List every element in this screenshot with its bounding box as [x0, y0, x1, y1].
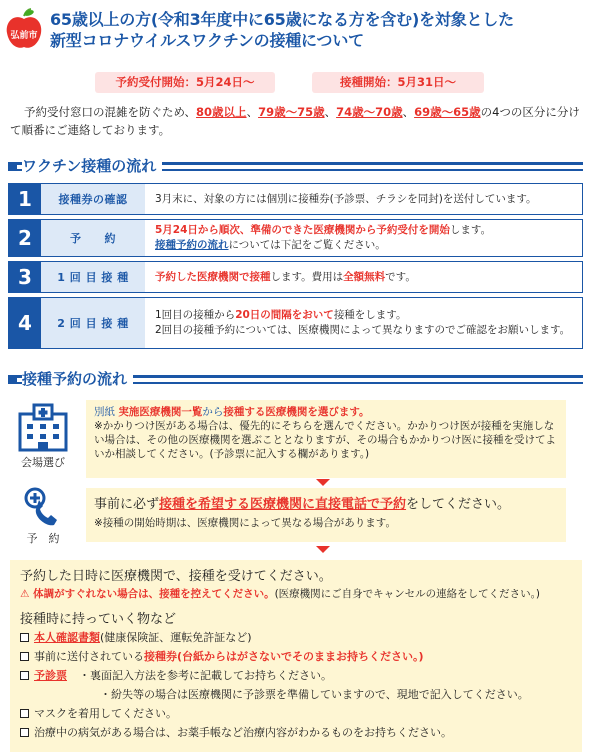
- venue-label: 会場選び: [21, 456, 65, 469]
- step-name: 2 回 目 接 種: [41, 298, 145, 348]
- vaccination-start-badge: 接種開始：5月31日～: [312, 72, 484, 93]
- checkbox-icon: [20, 652, 29, 661]
- checklist-item: マスクを着用してください。: [20, 704, 572, 723]
- step-name: 接種券の確認: [41, 184, 145, 214]
- step-number: 1: [9, 184, 41, 214]
- step-row: [8, 297, 583, 349]
- age-group-2: 79歳～75歳: [258, 105, 325, 119]
- section-header-vaccination-flow: [8, 155, 583, 179]
- venue-box: 別紙 実施医療機関一覧から接種する医療機関を選びます。 ※かかりつけ医がある場合は、優先的にそちらを選んでください。かかりつけ医が接種を実施しない場合は、その他の医療機関を選ぶこととなりますが、その場合もかかりつけ医に接種を受けてよいか相談してください。(予診票に記入する欄があります。): [86, 400, 566, 478]
- checkbox-icon: [20, 728, 29, 737]
- reservation-start-badge: 予約受付開始：5月24日～: [95, 72, 275, 93]
- city-badge-text: 弘前市: [10, 31, 38, 41]
- reserve-box: 事前に必ず接種を希望する医療機関に直接電話で予約をしてください。 ※接種の開始時期は、医療機関によって異なる場合があります。: [86, 488, 566, 542]
- checkbox-icon: [20, 709, 29, 718]
- step-number: 4: [9, 298, 41, 348]
- reserve-label: 予 約: [26, 532, 60, 545]
- hirosaki-apple-logo: [4, 8, 44, 54]
- intro-paragraph: 予約受付窓口の混雑を防ぐため、80歳以上、79歳～75歳、74歳～70歳、69歳～65歳の4つの区分に分けて順番にご連絡しております。: [10, 105, 580, 137]
- section-header-reservation-flow: [8, 368, 583, 392]
- step-description: 5月24日から順次、準備のできた医療機関から予約受付を開始します。 接種予約の流れについては下記をご覧ください。: [155, 224, 492, 251]
- checkbox-icon: [20, 633, 29, 642]
- age-group-3: 74歳～70歳: [336, 105, 403, 119]
- age-group-4: 69歳～65歳: [414, 105, 481, 119]
- step-row: [8, 261, 583, 293]
- section-title: 接種予約の流れ: [22, 368, 133, 389]
- warning-line: ⚠ 体調がすぐれない場合は、接種を控えてください。(医療機関にご自身でキャンセルの連絡をしてください。): [20, 588, 541, 600]
- step-description: 予約した医療機関で接種します。費用は全額無料です。: [155, 270, 416, 283]
- age-group-1: 80歳以上: [196, 105, 247, 119]
- step-row: [8, 219, 583, 257]
- checklist-item: 治療中の病気がある場合は、お薬手帳など治療内容がわかるものをお持ちください。: [20, 723, 572, 742]
- step-name: 1 回 目 接 種: [41, 262, 145, 292]
- step-row: [8, 183, 583, 215]
- page-title-line2: 新型コロナウイルスワクチンの接種について: [50, 31, 364, 50]
- step-description: 3月末に、対象の方には個別に接種券(予診票、チラシを同封)を送付しています。: [155, 192, 537, 205]
- bring-items-title: 接種時に持っていく物など: [20, 612, 177, 627]
- step-number: 3: [9, 262, 41, 292]
- hospital-icon: [14, 402, 72, 452]
- down-arrow-icon: [316, 479, 330, 486]
- step-description: 1回目の接種から20日の間隔をおいて接種をします。 2回目の接種予約については、医療機関によって異なりますのでご確認をお願いします。: [155, 309, 571, 336]
- step-number: 2: [9, 220, 41, 256]
- checklist-item: 予診票 ・裏面記入方法を参考に記載してお持ちください。: [20, 666, 572, 685]
- checklist-subitem: ・紛失等の場合は医療機関に予診票を準備していますので、現地で記入してください。: [100, 688, 529, 701]
- checklist-item: 事前に送付されている接種券(台紙からはがさないでそのままお持ちください。): [20, 647, 572, 666]
- phone-icon: [22, 487, 66, 527]
- visit-box: [10, 560, 582, 752]
- step-name: 予 約: [41, 220, 145, 256]
- down-arrow-icon: [316, 546, 330, 553]
- page-title-line1: 65歳以上の方(令和3年度中に65歳になる方を含む)を対象とした: [50, 10, 514, 29]
- warning-icon: ⚠: [20, 588, 34, 600]
- checklist-item: 本人確認書類(健康保険証、運転免許証など): [20, 628, 572, 647]
- visit-instruction: 予約した日時に医療機関で、接種を受けてください。: [20, 569, 332, 584]
- section-title: ワクチン接種の流れ: [22, 155, 162, 176]
- checkbox-icon: [20, 671, 29, 680]
